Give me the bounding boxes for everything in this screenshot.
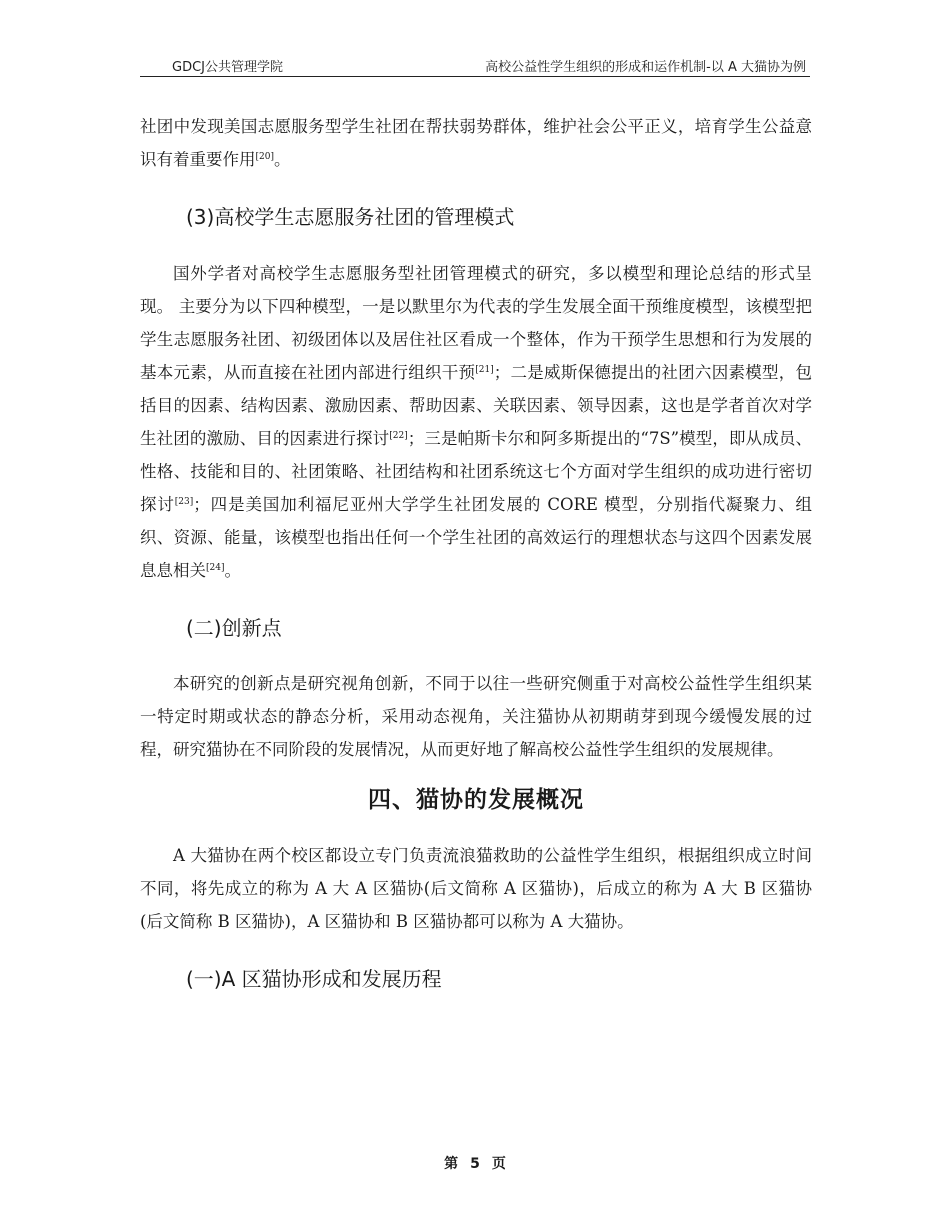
paragraph-innovation: 本研究的创新点是研究视角创新，不同于以往一些研究侧重于对高校公益性学生组织某一特定时期或状态的静态分析，采用动态视角，关注猫协从初期萌芽到现今缓慢发展的过程，研究猫协在不同阶段的发展情况，从而更好地了解高校公益性学生组织的发展规律。 xyxy=(140,674,812,759)
body-text xyxy=(140,110,812,996)
paragraph-overview: A 大猫协在两个校区都设立专门负责流浪猫救助的公益性学生组织，根据组织成立时间不同，将先成立的称为 A 大 A 区猫协(后文简称 A 区猫协)，后成立的称为 A 大 B 区猫协(后文简称 B 区猫协)，A 区猫协和 B 区猫协都可以称为 A 大猫协。 xyxy=(140,846,812,931)
paragraph-management-models: 国外学者对高校学生志愿服务型社团管理模式的研究，多以模型和理论总结的形式呈现。 主要分为以下四种模型，一是以默里尔为代表的学生发展全面干预维度模型，该模型把学生志愿服务社团、初级团体以及居住社区看成一个整体，作为干预学生思想和行为发展的基本元素，从而直接在社团内部进行组织干预[21]；二是威斯保德提出的社团六因素模型，包括目的因素、结构因素、激励因素、帮助因素、关联因素、领导因素，这也是学者首次对学生社团的激励、目的因素进行探讨[22]；三是帕斯卡尔和阿多斯提出的“7S”模型，即从成员、 性格、技能和目的、社团策略、社团结构和社团系统这七个方面对学生组织的成功进行密切探讨[23]；四是美国加利福尼亚州大学学生社团发展的 CORE 模型，分别指代凝聚力、组织、资源、能量，该模型也指出任何一个学生社团的高效运行的理想状态与这四个因素发展息息相关[24]。 xyxy=(140,264,813,580)
section-heading-a-history: (一)A 区猫协形成和发展历程 xyxy=(186,967,442,991)
chapter-heading: 四、猫协的发展概况 xyxy=(368,787,584,813)
citation-ref[interactable]: [23] xyxy=(174,497,194,507)
citation-ref[interactable]: [21] xyxy=(475,365,494,375)
running-header xyxy=(140,52,810,77)
page-number: 第 5 页 xyxy=(444,1156,506,1172)
header-paper-title: 高校公益性学生组织的形成和运作机制-以 A 大猫协为例 xyxy=(485,60,806,75)
header-institution: GDCJ公共管理学院 xyxy=(172,60,283,75)
section-heading-innovation: (二)创新点 xyxy=(186,616,282,640)
citation-ref[interactable]: [24] xyxy=(206,563,225,573)
citation-ref[interactable]: [22] xyxy=(389,431,408,441)
paragraph-continued: 社团中发现美国志愿服务型学生社团在帮扶弱势群体，维护社会公平正义，培育学生公益意识有着重要作用[20]。 xyxy=(140,117,812,169)
citation-ref[interactable]: [20] xyxy=(255,152,274,162)
subsection-heading: (3)高校学生志愿服务社团的管理模式 xyxy=(186,205,515,229)
